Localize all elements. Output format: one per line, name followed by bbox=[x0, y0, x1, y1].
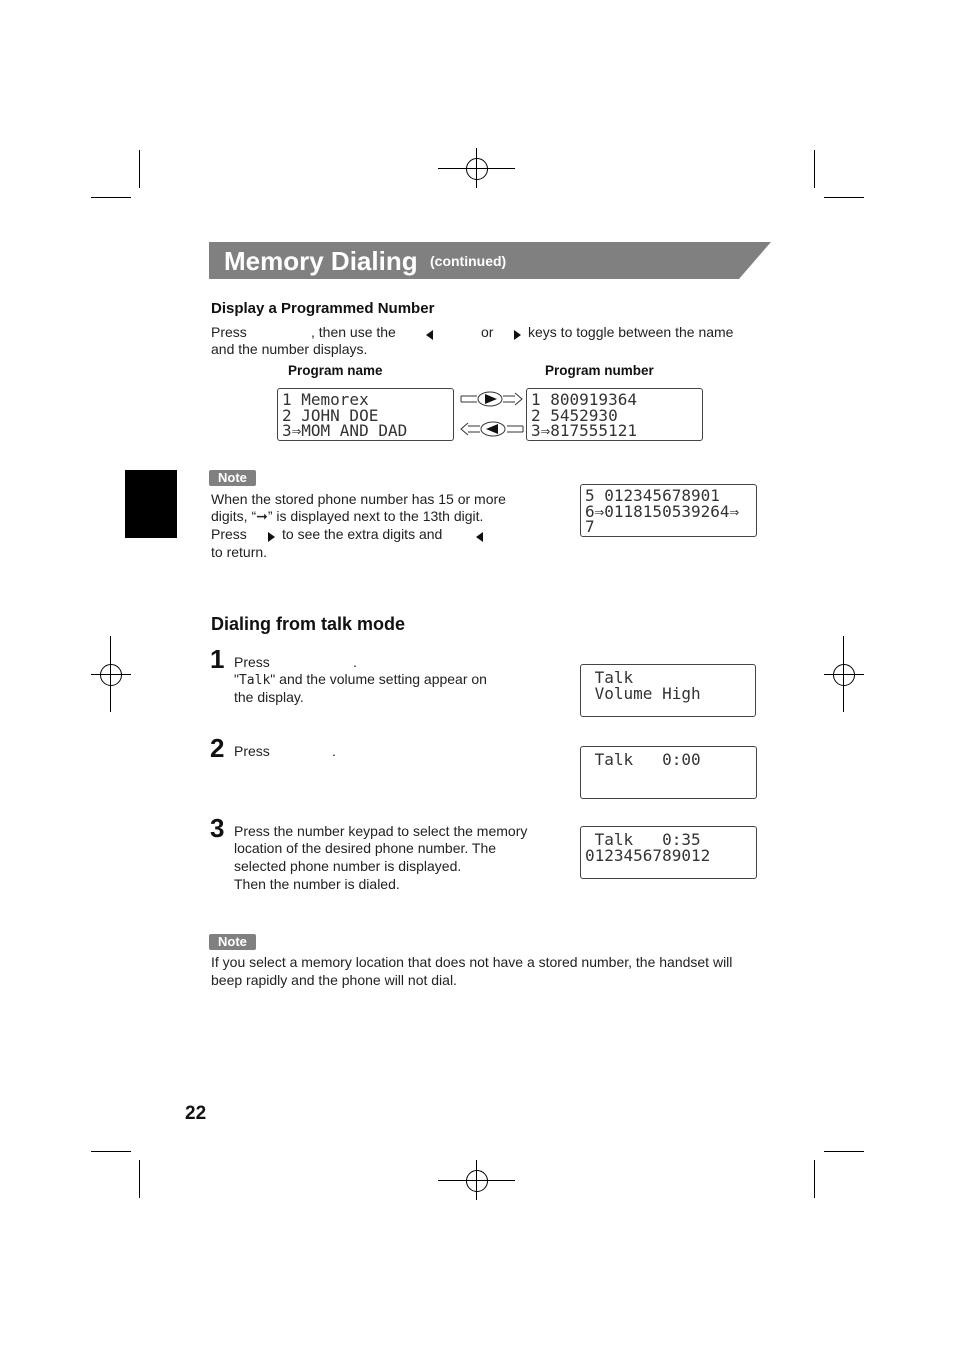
crop-mark bbox=[814, 150, 815, 188]
crop-mark bbox=[824, 1151, 864, 1152]
step-number: 1 bbox=[210, 644, 225, 674]
note-text: to see the extra digits and bbox=[282, 526, 443, 542]
lcd-line: 7 bbox=[585, 517, 595, 536]
step-text: selected phone number is displayed. bbox=[234, 858, 462, 874]
lcd-line: Talk 0:35 bbox=[585, 830, 701, 849]
registration-mark-icon bbox=[843, 636, 844, 712]
section-heading: Dialing from talk mode bbox=[211, 614, 406, 634]
registration-mark-icon bbox=[476, 148, 477, 188]
lcd-line: 6⇒0118150539264⇒ bbox=[585, 501, 740, 521]
lcd-program-number bbox=[526, 388, 703, 441]
right-arrow-key-icon bbox=[514, 327, 521, 345]
note-text: When the stored phone number has 15 or more bbox=[211, 491, 506, 507]
instruction-text: Press bbox=[211, 324, 247, 340]
step-text: Press bbox=[234, 743, 270, 759]
left-arrow-key-icon bbox=[476, 529, 483, 547]
step-text: location of the desired phone number. The bbox=[234, 840, 497, 856]
step-text: Press bbox=[234, 654, 270, 670]
instruction-text: and the number displays. bbox=[211, 341, 368, 357]
step-number: 2 bbox=[210, 733, 225, 763]
step-text: . bbox=[353, 654, 357, 670]
right-arrow-key-icon bbox=[268, 529, 275, 547]
step-text: Press the number keypad to select the memory bbox=[234, 823, 528, 839]
instruction-text: keys to toggle between the name bbox=[528, 324, 734, 340]
toggle-arrows-icon bbox=[459, 388, 525, 442]
lcd-line: Talk bbox=[585, 668, 634, 687]
registration-mark-icon bbox=[91, 674, 131, 675]
note-text: beep rapidly and the phone will not dial. bbox=[211, 972, 457, 988]
note-text: If you select a memory location that does not have a stored number, the handset will bbox=[211, 954, 733, 970]
lcd-line: 1 Memorex bbox=[282, 390, 369, 409]
page-number: 22 bbox=[185, 1103, 207, 1124]
lcd-talk-dialed bbox=[580, 826, 757, 879]
lcd-program-name bbox=[277, 388, 454, 441]
step-text: the display. bbox=[234, 689, 304, 705]
lcd-line: Talk 0:00 bbox=[585, 750, 701, 769]
lcd-line: 3⇒817555121 bbox=[531, 421, 637, 440]
lcd-line: 5 012345678901 bbox=[585, 486, 720, 505]
lcd-long-number bbox=[580, 484, 757, 537]
lcd-talk-timer bbox=[580, 746, 757, 799]
registration-mark-icon bbox=[100, 664, 122, 686]
left-arrow-key-icon bbox=[426, 327, 433, 345]
crop-mark bbox=[139, 150, 140, 188]
note-badge: Note bbox=[209, 470, 256, 486]
crop-mark bbox=[91, 1151, 131, 1152]
registration-mark-icon bbox=[833, 664, 855, 686]
section-tab-marker bbox=[125, 470, 177, 538]
section-heading: Display a Programmed Number bbox=[211, 300, 435, 317]
instruction-text: or bbox=[481, 324, 494, 340]
registration-mark-icon bbox=[476, 1160, 477, 1200]
registration-mark-icon bbox=[110, 636, 111, 712]
crop-mark bbox=[91, 197, 131, 198]
step-text: . bbox=[332, 743, 336, 759]
crop-mark bbox=[814, 1160, 815, 1198]
page-subtitle: (continued) bbox=[430, 253, 507, 269]
lcd-line: 2 5452930 bbox=[531, 405, 618, 425]
step-text: "Talk" and the volume setting appear on bbox=[234, 671, 487, 688]
crop-mark bbox=[139, 1160, 140, 1198]
note-text: digits, “➞” is displayed next to the 13th digit. bbox=[211, 508, 484, 524]
registration-mark-icon bbox=[466, 158, 488, 180]
step-number: 3 bbox=[210, 813, 225, 843]
registration-mark-icon bbox=[824, 674, 864, 675]
note-text: Press bbox=[211, 526, 247, 542]
program-name-label: Program name bbox=[288, 363, 383, 378]
lcd-line: 0123456789012 bbox=[585, 845, 711, 865]
page-title: Memory Dialing bbox=[224, 246, 418, 276]
lcd-line: Volume High bbox=[585, 683, 701, 703]
lcd-talk-volume bbox=[580, 664, 756, 717]
lcd-line: 1 800919364 bbox=[531, 390, 637, 409]
crop-mark bbox=[824, 197, 864, 198]
note-text: to return. bbox=[211, 544, 268, 560]
instruction-text: , then use the bbox=[311, 324, 396, 340]
registration-mark-icon bbox=[466, 1170, 488, 1192]
lcd-line: 2 JOHN DOE bbox=[282, 405, 379, 425]
lcd-line: 3⇒MOM AND DAD bbox=[282, 421, 408, 440]
note-badge: Note bbox=[209, 934, 256, 950]
step-text: Then the number is dialed. bbox=[234, 876, 400, 892]
program-number-label: Program number bbox=[545, 363, 654, 378]
